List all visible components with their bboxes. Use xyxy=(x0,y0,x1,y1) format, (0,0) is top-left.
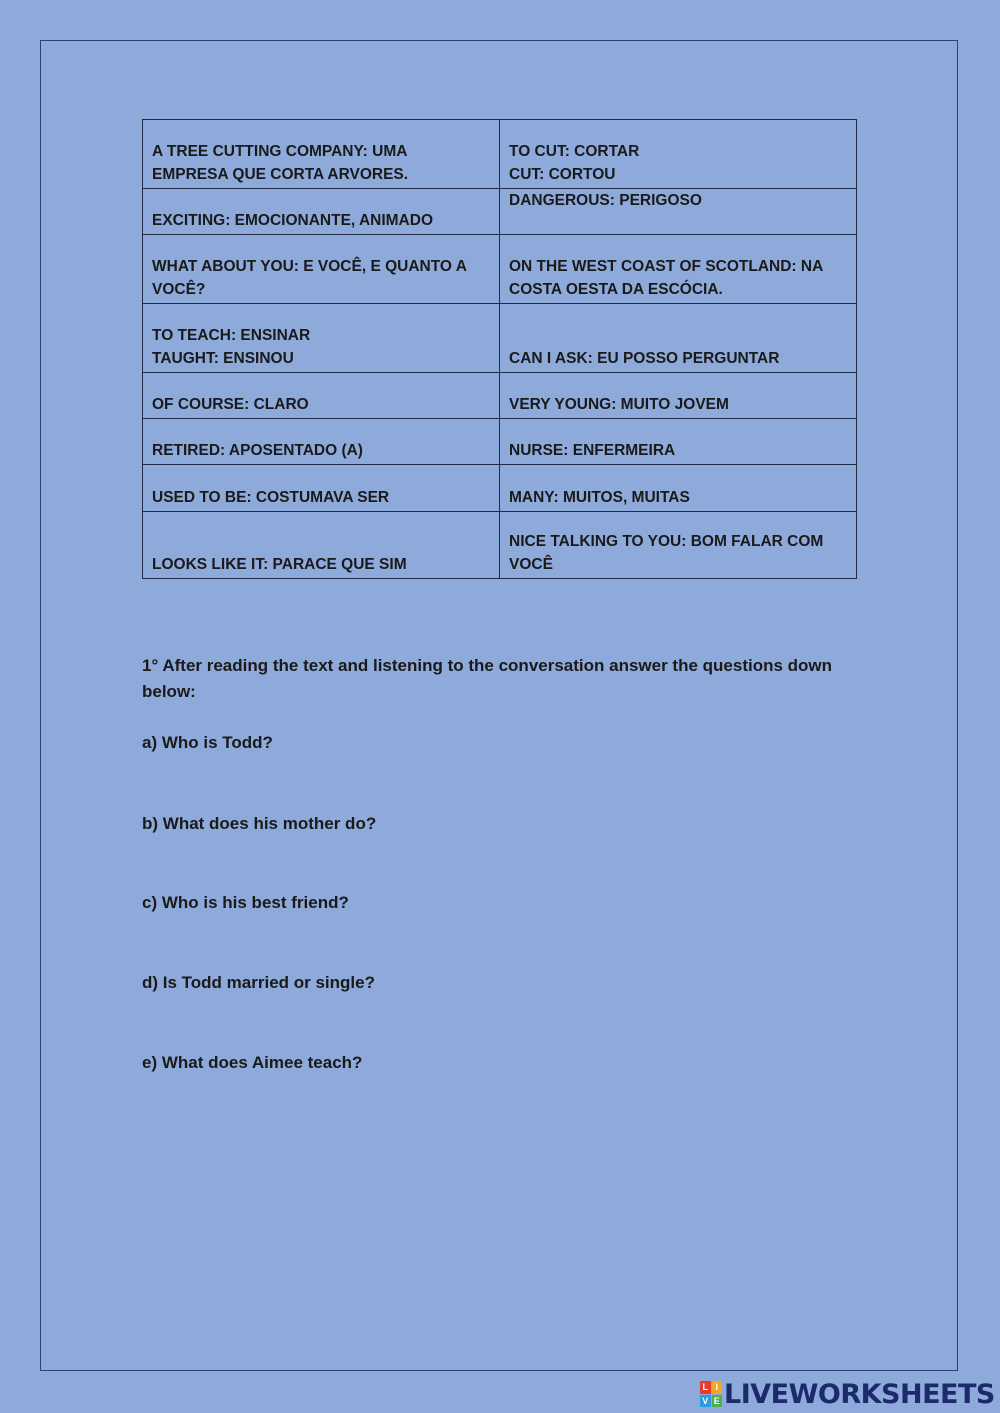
vocab-line: TO TEACH: ENSINAR xyxy=(152,327,311,344)
vocab-cell-right xyxy=(500,512,857,579)
vocab-line: EMPRESA QUE CORTA ARVORES. xyxy=(152,166,409,183)
question-c: c) Who is his best friend? xyxy=(142,893,349,912)
vocab-line: VERY YOUNG: MUITO JOVEM xyxy=(509,396,729,413)
vocab-line: NURSE: ENFERMEIRA xyxy=(509,442,676,459)
vocab-line: LOOKS LIKE IT: PARACE QUE SIM xyxy=(152,556,407,573)
table-row xyxy=(143,120,857,189)
vocab-line: TAUGHT: ENSINOU xyxy=(152,350,294,367)
vocab-cell-left xyxy=(143,189,500,235)
liveworksheets-logo-icon xyxy=(700,1381,722,1407)
table-row xyxy=(143,465,857,512)
logo-letter: E xyxy=(712,1395,723,1408)
question-b: b) What does his mother do? xyxy=(142,814,377,833)
vocab-cell-right xyxy=(500,465,857,512)
vocab-line: EXCITING: EMOCIONANTE, ANIMADO xyxy=(152,212,434,229)
vocab-cell-right xyxy=(500,304,857,373)
vocab-line: MANY: MUITOS, MUITAS xyxy=(509,489,690,506)
vocab-cell-right xyxy=(500,373,857,419)
question-d: d) Is Todd married or single? xyxy=(142,973,375,992)
vocab-line: RETIRED: APOSENTADO (A) xyxy=(152,442,363,459)
vocab-cell-left xyxy=(143,120,500,189)
brand-name: LIVEWORKSHEETS xyxy=(724,1378,995,1410)
vocab-line: USED TO BE: COSTUMAVA SER xyxy=(152,489,390,506)
question-e: e) What does Aimee teach? xyxy=(142,1053,363,1072)
table-row xyxy=(143,419,857,465)
vocab-line: TO CUT: CORTAR xyxy=(509,143,640,160)
vocab-line: WHAT ABOUT YOU: E VOCÊ, E QUANTO A xyxy=(152,258,467,275)
table-row xyxy=(143,189,857,235)
vocab-cell-left xyxy=(143,304,500,373)
vocab-cell-right xyxy=(500,189,857,235)
vocab-line: VOCÊ xyxy=(509,556,553,573)
table-row xyxy=(143,304,857,373)
vocab-cell-right xyxy=(500,419,857,465)
vocab-line: COSTA OESTA DA ESCÓCIA. xyxy=(509,281,723,298)
vocab-line: CUT: CORTOU xyxy=(509,166,616,183)
vocab-line: DANGEROUS: PERIGOSO xyxy=(509,192,702,209)
logo-letter: L xyxy=(700,1381,711,1394)
logo-letter: V xyxy=(700,1395,711,1408)
vocab-cell-left xyxy=(143,465,500,512)
vocab-cell-left xyxy=(143,235,500,304)
question-a: a) Who is Todd? xyxy=(142,733,273,752)
vocab-line: NICE TALKING TO YOU: BOM FALAR COM xyxy=(509,533,824,550)
vocab-cell-right xyxy=(500,235,857,304)
vocab-cell-left xyxy=(143,373,500,419)
vocab-cell-right xyxy=(500,120,857,189)
exercise-instructions: 1° After reading the text and listening to the conversation answer the questions down below: xyxy=(142,656,833,701)
vocab-line: CAN I ASK: EU POSSO PERGUNTAR xyxy=(509,350,780,367)
liveworksheets-brand[interactable] xyxy=(700,1378,995,1410)
vocab-line: OF COURSE: CLARO xyxy=(152,396,309,413)
vocab-line: VOCÊ? xyxy=(152,281,206,298)
vocab-cell-left xyxy=(143,512,500,579)
logo-letter: I xyxy=(712,1381,723,1394)
vocab-line: ON THE WEST COAST OF SCOTLAND: NA xyxy=(509,258,824,275)
table-row xyxy=(143,373,857,419)
table-row xyxy=(143,235,857,304)
vocab-line: A TREE CUTTING COMPANY: UMA xyxy=(152,143,408,160)
vocabulary-table xyxy=(142,119,857,579)
table-row xyxy=(143,512,857,579)
vocab-cell-left xyxy=(143,419,500,465)
